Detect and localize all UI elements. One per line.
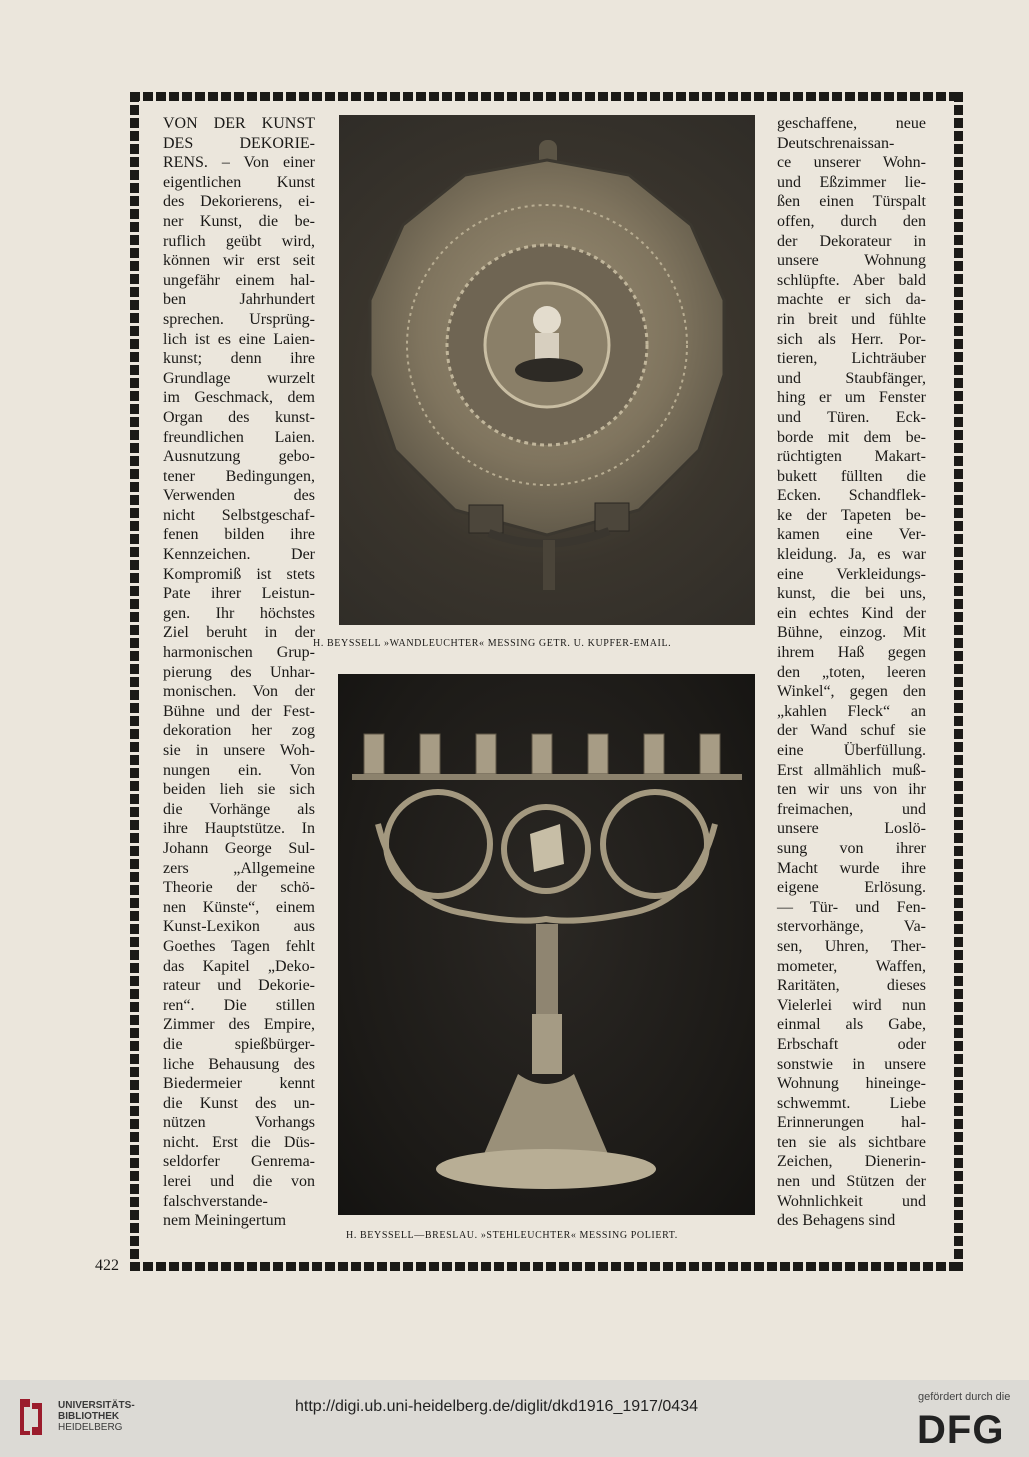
caption-bottom: H. BEYSSELL—BRESLAU. »STEHLEUCHTER« MESSING POLIERT. (346, 1230, 678, 1241)
permalink-url[interactable]: http://digi.ub.uni-heidelberg.de/diglit/dkd1916_1917/0434 (295, 1398, 698, 1415)
text-line: sung von ihrer (777, 839, 926, 857)
text-line: rateur und Dekorie- (163, 977, 315, 995)
caption-top: H. BEYSSELL »WANDLEUCHTER« MESSING GETR. U. KUPFER-EMAIL. (313, 638, 672, 649)
text-line: monischen. Von der (163, 683, 315, 701)
text-line: Zimmer des Empire, (163, 1016, 315, 1034)
photo-candelabrum (338, 674, 755, 1215)
text-line: Verwenden des (163, 487, 315, 505)
text-line: Wohnlichkeit und (777, 1192, 926, 1210)
library-line-2: BIBLIOTHEK (58, 1411, 120, 1422)
text-line: des Behagens sind (777, 1212, 896, 1230)
text-line: — Tür- und Fen- (777, 898, 926, 916)
text-line: seldorfer Genrema- (163, 1153, 315, 1171)
wall-sconce-illustration (339, 115, 755, 625)
text-line: kleidung. Ja, es war (777, 546, 926, 564)
right-text-column (777, 114, 926, 1231)
text-line: gen. Ihr höchstes (163, 604, 315, 622)
text-line: Goethes Tagen fehlt (163, 937, 315, 955)
text-line: tener Bedingungen, (163, 467, 315, 485)
text-line: nicht Selbstgeschaf- (163, 506, 315, 524)
text-line: Grundlage wurzelt (163, 369, 315, 387)
text-line: und Eßzimmer lie- (777, 173, 926, 191)
text-line: Vielerlei wird nun (777, 996, 926, 1014)
text-line: sich als Herr. Por- (777, 330, 926, 348)
text-line: sonstwie in unsere (777, 1055, 926, 1073)
text-line: die Vorhänge als (163, 800, 315, 818)
text-line: bukett füllten die (777, 467, 926, 485)
text-line: Deutschrenaissan- (777, 134, 895, 152)
border-bottom (130, 1262, 963, 1271)
text-line: kunst, die bei uns, (777, 585, 926, 603)
text-line: können wir erst seit (163, 252, 315, 270)
border-right (954, 92, 963, 1271)
text-line: Raritäten, dieses (777, 977, 926, 995)
text-line: lerei und die von (163, 1173, 315, 1191)
text-line: ner Kunst, die be- (163, 212, 315, 230)
viewer-footer (0, 1380, 1029, 1457)
text-line: den „toten, leeren (777, 663, 926, 681)
text-line: Erbschaft oder (777, 1035, 926, 1053)
text-line: ren“. Die stillen (163, 996, 315, 1014)
text-line: schwemmt. Liebe (777, 1094, 926, 1112)
text-line: „kahlen Fleck“ an (777, 702, 926, 720)
text-line: nen und Stützen der (777, 1173, 926, 1191)
text-line: mometer, Waffen, (777, 957, 926, 975)
text-line: kamen eine Ver- (777, 526, 926, 544)
text-line: der Dekorateur in (777, 232, 926, 250)
text-line: unsere Wohnung (777, 252, 926, 270)
text-line: Ausnutzung gebo- (163, 448, 315, 466)
text-line: rin breit und fühlte (777, 310, 926, 328)
text-line: der Wand schuf sie (777, 722, 926, 740)
text-line: ten sie als sichtbare (777, 1133, 926, 1151)
text-line: sie in unsere Woh- (163, 742, 315, 759)
text-line: VON DER KUNST (163, 115, 315, 132)
text-line: sen, Uhren, Ther- (777, 937, 926, 955)
text-line: Ziel beruht in der (163, 624, 315, 642)
text-line: falschverstande- (163, 1192, 268, 1210)
page-number: 422 (95, 1257, 119, 1274)
text-line: nungen ein. Von (163, 761, 315, 779)
text-line: RENS. – Von einer (163, 154, 315, 172)
text-line: rüchtigten Makart- (777, 448, 926, 466)
text-line: nicht. Erst die Düs- (163, 1133, 315, 1151)
text-line: ce unserer Wohn- (777, 154, 926, 172)
text-line: Kennzeichen. Der (163, 546, 315, 564)
text-line: ßen einen Türspalt (777, 193, 926, 211)
text-line: Bühne, einzog. Mit (777, 624, 926, 642)
text-line: dekoration her zog (163, 722, 315, 740)
text-line: im Geschmack, dem (163, 389, 315, 407)
text-line: nützen Vorhangs (163, 1114, 315, 1132)
text-line: Johann George Sul- (163, 839, 315, 857)
text-line: eine Verkleidungs- (777, 565, 926, 583)
text-line: Kompromiß ist stets (163, 565, 315, 583)
text-line: Organ des kunst- (163, 408, 315, 426)
text-line: Wohnung hineinge- (777, 1075, 926, 1093)
text-line: schlüpfte. Aber bald (777, 271, 926, 289)
text-line: einmal als Gabe, (777, 1016, 926, 1034)
text-line: ihrem Haß gegen (777, 644, 926, 662)
text-line: stervorhänge, Va- (777, 918, 926, 936)
text-line: die Kunst des un- (163, 1094, 315, 1112)
university-library-name (58, 1400, 135, 1433)
text-line: zers „Allgemeine (163, 859, 315, 877)
text-line: Pate ihrer Leistun- (163, 585, 315, 603)
text-line: unsere Loslö- (777, 820, 926, 838)
text-line: machte er sich da- (777, 291, 926, 309)
text-line: des Dekorierens, ei- (163, 193, 315, 211)
text-line: Theorie der schö- (163, 879, 315, 897)
text-line: nem Meiningertum (163, 1212, 287, 1230)
text-line: lich ist es eine Laien- (163, 330, 315, 348)
text-line: Ecken. Schandflek- (777, 487, 926, 505)
text-line: Erst allmählich muß- (777, 761, 926, 779)
text-line: pierung des Unhar- (163, 663, 315, 681)
text-line: freimachen, und (777, 800, 926, 818)
text-line: und Türen. Eck- (777, 408, 926, 426)
library-line-1: UNIVERSITÄTS- (58, 1400, 135, 1411)
text-line: tieren, Lichträuber (777, 350, 926, 368)
text-line: ten wir uns von ihr (777, 781, 926, 799)
text-line: hing er um Fenster (777, 389, 926, 407)
text-line: sprechen. Ursprüng- (163, 310, 315, 328)
text-line: eigentlichen Kunst (163, 173, 315, 191)
library-line-3: HEIDELBERG (58, 1422, 123, 1433)
text-line: ruflich geübt wird, (163, 232, 315, 250)
text-line: Zeichen, Dienerin- (777, 1153, 926, 1171)
university-library-logo-icon (14, 1395, 48, 1439)
left-text-column (163, 114, 315, 1231)
text-line: ke der Tapeten be- (777, 506, 926, 524)
text-line: beiden lieh sie sich (163, 781, 315, 799)
text-line: und Staubfänger, (777, 369, 926, 387)
text-line: DES DEKORIE- (163, 134, 315, 152)
text-line: ein echtes Kind der (777, 604, 926, 622)
dfg-logo: DFG (917, 1408, 1005, 1452)
border-left (130, 92, 139, 1271)
text-line: Bühne und der Fest- (163, 702, 315, 720)
text-line: liche Behausung des (163, 1055, 315, 1073)
text-line: ben Jahrhundert (163, 291, 315, 309)
text-line: Kunst-Lexikon aus (163, 918, 315, 936)
text-line: nen Künste“, einem (163, 898, 315, 916)
text-line: freundlichen Laien. (163, 428, 315, 446)
text-line: Biedermeier kennt (163, 1075, 315, 1093)
text-line: die spießbürger- (163, 1035, 315, 1053)
border-top (130, 92, 963, 101)
text-line: geschaffene, neue (777, 115, 926, 132)
text-line: das Kapitel „Deko- (163, 957, 315, 975)
text-line: Erinnerungen hal- (777, 1114, 926, 1132)
photo-wall-sconce (339, 115, 755, 625)
funded-by-label: gefördert durch die (918, 1391, 1011, 1403)
text-line: ihre Hauptstütze. In (163, 820, 315, 838)
text-line: Winkel“, gegen den (777, 683, 926, 701)
text-line: ungefähr einem hal- (163, 271, 315, 289)
text-line: kunst; denn ihre (163, 350, 315, 368)
text-line: eine Überfüllung. (777, 742, 926, 759)
text-line: offen, durch den (777, 212, 926, 230)
text-line: fenen bilden ihre (163, 526, 315, 544)
text-line: eigene Erlösung. (777, 879, 926, 897)
candelabrum-illustration (338, 674, 755, 1215)
text-line: Macht wurde ihre (777, 859, 926, 877)
text-line: borde mit dem be- (777, 428, 926, 446)
text-line: harmonischen Grup- (163, 644, 315, 662)
